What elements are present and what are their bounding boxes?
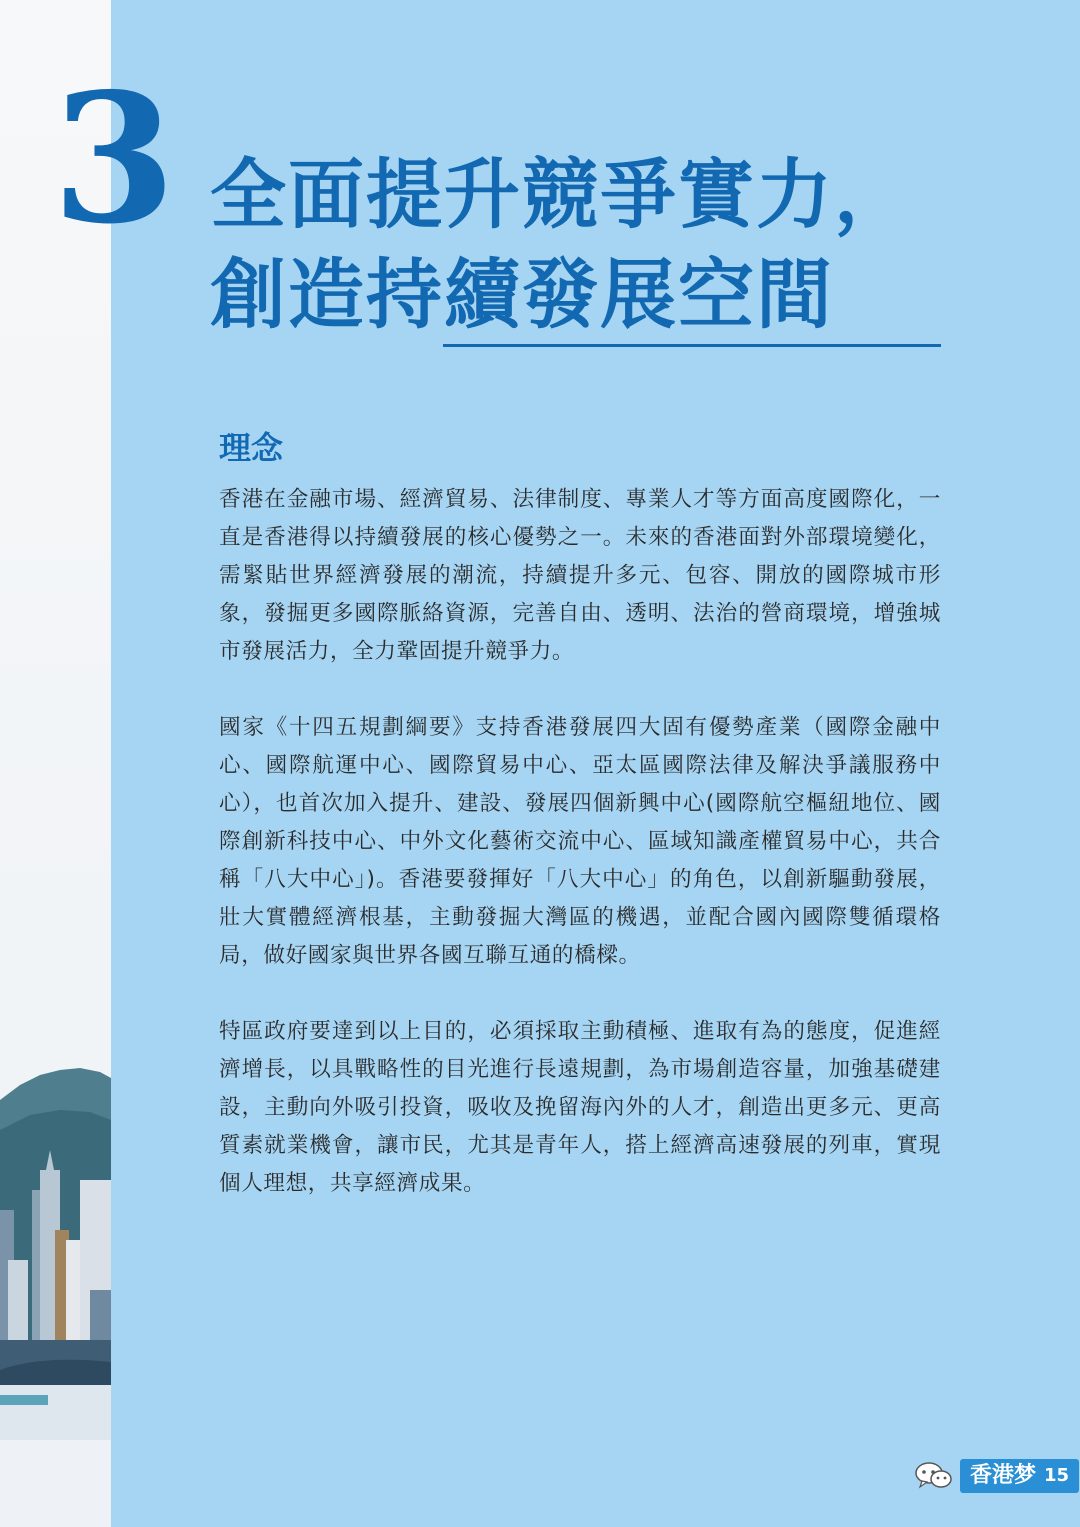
paragraph: 國家《十四五規劃綱要》支持香港發展四大固有優勢產業（國際金融中心、國際航運中心、國際貿易中心、亞太區國際法律及解決爭議服務中心），也首次加入提升、建設、發展四個新興中心(國際航空樞紐地位、國際創新科技中心、中外文化藝術交流中心、區域知識產權貿易中心，共合稱「八大中心」)。香港要發揮好「八大中心」的角色，以創新驅動發展，壯大實體經濟根基，主動發掘大灣區的機遇，並配合國內國際雙循環格局，做好國家與世界各國互聯互通的橋樑。 xyxy=(219,715,941,968)
chapter-number: 3 xyxy=(52,54,176,263)
paragraph: 特區政府要達到以上目的，必須採取主動積極、進取有為的態度，促進經濟增長，以具戰略性的目光進行長遠規劃，為市場創造容量，加強基礎建設，主動向外吸引投資，吸收及挽留海內外的人才，創造出更多元、更高質素就業機會，讓市民，尤其是青年人，搭上經濟高速發展的列車，實現個人理想，共享經濟成果。 xyxy=(219,1019,941,1196)
wechat-icon xyxy=(914,1460,954,1492)
chapter-title xyxy=(210,145,970,345)
section-heading: 理念 xyxy=(219,429,284,467)
page-footer-badge xyxy=(914,1456,1079,1496)
paragraph: 香港在金融市場、經濟貿易、法律制度、專業人才等方面高度國際化，一直是香港得以持續發展的核心優勢之一。未來的香港面對外部環境變化，需緊貼世界經濟發展的潮流，持續提升多元、包容、開放的國際城市形象，發掘更多國際脈絡資源，完善自由、透明、法治的營商環境，增強城市發展活力，全力鞏固提升競爭力。 xyxy=(219,487,941,664)
section-body xyxy=(219,481,941,1241)
chapter-title-line-1: 全面提升競爭實力， xyxy=(210,150,912,239)
page-number-badge xyxy=(960,1459,1079,1493)
skyline-image xyxy=(0,1040,111,1440)
watermark-text: 香港梦 xyxy=(970,1463,1037,1488)
chapter-title-line-2: 創造持續發展空間 xyxy=(210,250,834,339)
page-number: 15 xyxy=(1044,1465,1070,1486)
title-divider xyxy=(443,344,941,347)
